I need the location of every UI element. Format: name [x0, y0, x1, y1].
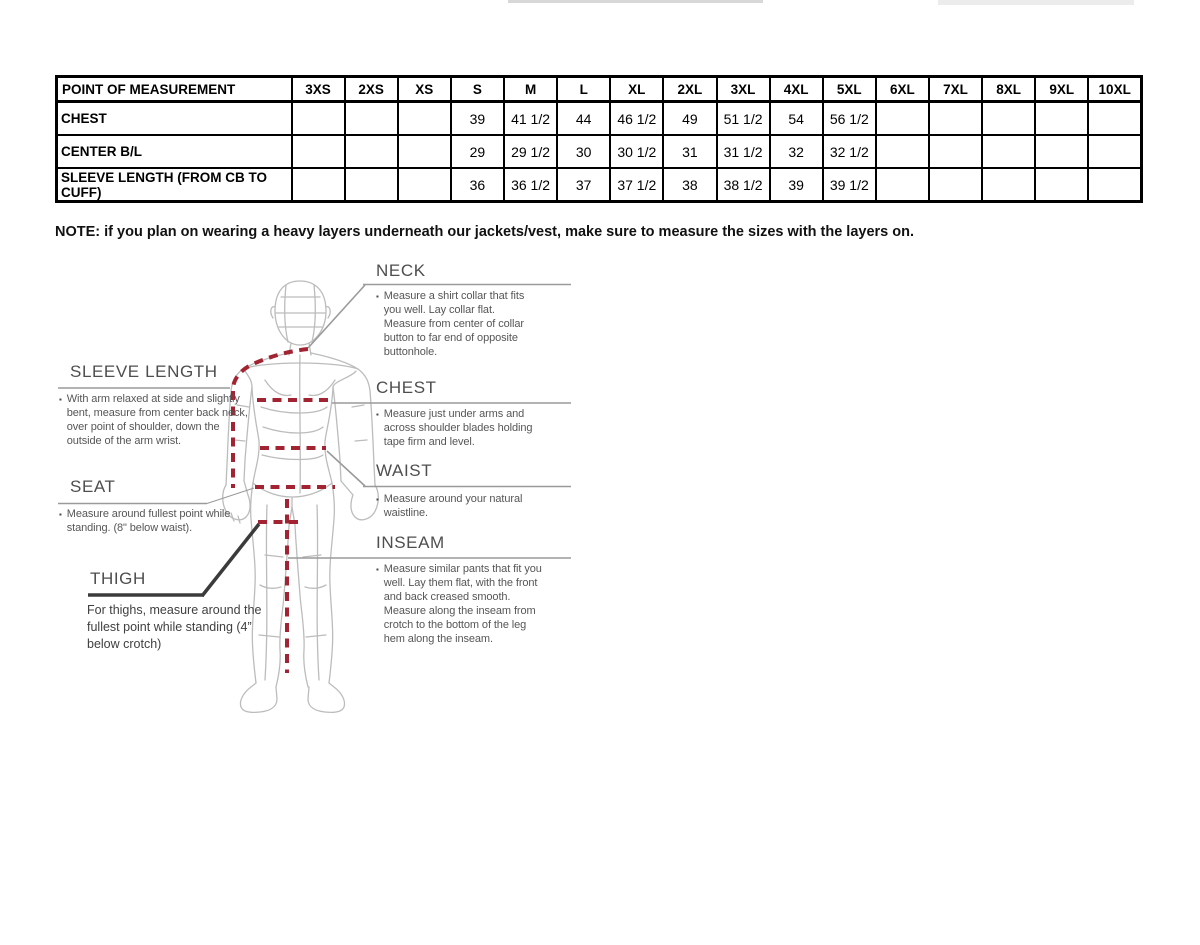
- cropped-title-fragment: [508, 0, 763, 3]
- col-header-3xl: 3XL: [717, 77, 770, 102]
- size-cell: [982, 168, 1035, 202]
- sleeve-length-instructions: [59, 392, 251, 448]
- row-label: CHEST: [57, 102, 292, 136]
- size-cell: 54: [770, 102, 823, 136]
- col-header-9xl: 9XL: [1035, 77, 1088, 102]
- col-header-8xl: 8XL: [982, 77, 1035, 102]
- size-cell: [1035, 135, 1088, 168]
- cropped-title-fragment: [938, 0, 1134, 5]
- col-header-l: L: [557, 77, 610, 102]
- col-header-7xl: 7XL: [929, 77, 982, 102]
- neck-heading: NECK: [376, 261, 426, 280]
- size-cell: 32 1/2: [823, 135, 876, 168]
- size-cell: 46 1/2: [610, 102, 663, 136]
- col-header-xl: XL: [610, 77, 663, 102]
- layers-note: NOTE: if you plan on wearing a heavy layers underneath our jackets/vest, make sure to measure the sizes with the layers on.: [55, 224, 915, 240]
- chest-heading: CHEST: [376, 378, 437, 397]
- sleeve-length-instructions-text: With arm relaxed at side and slightly bent, measure from center back neck, over point of shoulder, down the outside of the arm wrist.: [66, 393, 248, 448]
- row-label: CENTER B/L: [57, 135, 292, 168]
- col-header-s: S: [451, 77, 504, 102]
- bullet-icon: ▪: [376, 495, 379, 504]
- size-cell: 30 1/2: [610, 135, 663, 168]
- size-cell: 31 1/2: [717, 135, 770, 168]
- size-cell: 30: [557, 135, 610, 168]
- waist-instructions-text: Measure around your natural waistline.: [383, 493, 523, 520]
- size-cell: [398, 135, 451, 168]
- col-header-2xs: 2XS: [345, 77, 398, 102]
- seat-leader-line: [207, 488, 254, 504]
- inseam-instructions-text: Measure similar pants that fit you well. Lay them flat, with the front and back creased smooth. Measure along the inseam from crotch to the bottom of the leg hem along the inseam.: [383, 563, 542, 646]
- size-cell: 36 1/2: [504, 168, 557, 202]
- neck-instructions-text: Measure a shirt collar that fits you well. Lay collar flat. Measure from center of collar button to far end of opposite buttonhole.: [383, 290, 525, 359]
- seat-instructions: [59, 507, 231, 535]
- thigh-instructions: For thighs, measure around the fullest point while standing (4” below crotch): [87, 603, 262, 651]
- chest-instructions-text: Measure just under arms and across shoulder blades holding tape firm and level.: [383, 408, 533, 449]
- neck-instructions: [376, 289, 538, 359]
- bullet-icon: ▪: [376, 292, 379, 301]
- size-cell: [1088, 102, 1141, 136]
- row-label: SLEEVE LENGTH (FROM CB TO CUFF): [57, 168, 292, 202]
- seat-heading: SEAT: [70, 477, 116, 496]
- table-row-center-bl: [57, 135, 1142, 168]
- size-cell: 39 1/2: [823, 168, 876, 202]
- col-header-point-of-measurement: POINT OF MEASUREMENT: [57, 77, 292, 102]
- size-cell: 39: [770, 168, 823, 202]
- size-cell: 29: [451, 135, 504, 168]
- size-cell: [345, 135, 398, 168]
- size-table: [55, 75, 1143, 203]
- size-cell: 49: [663, 102, 716, 136]
- size-cell: [1088, 168, 1141, 202]
- bullet-icon: ▪: [376, 410, 379, 419]
- size-cell: 39: [451, 102, 504, 136]
- size-cell: 44: [557, 102, 610, 136]
- bullet-icon: ▪: [59, 510, 62, 519]
- inseam-heading: INSEAM: [376, 533, 445, 552]
- size-cell: [292, 168, 345, 202]
- size-cell: [398, 168, 451, 202]
- waist-leader-line: [327, 451, 365, 486]
- size-table-header-row: [57, 77, 1142, 102]
- neck-leader-line: [308, 285, 365, 348]
- size-cell: 51 1/2: [717, 102, 770, 136]
- size-cell: 37: [557, 168, 610, 202]
- size-cell: [1088, 135, 1141, 168]
- size-cell: 37 1/2: [610, 168, 663, 202]
- size-cell: 32: [770, 135, 823, 168]
- size-cell: 31: [663, 135, 716, 168]
- size-cell: [876, 168, 929, 202]
- sleeve-length-heading: SLEEVE LENGTH: [70, 362, 218, 381]
- chest-instructions: [376, 407, 548, 449]
- measuring-guide-diagram: [55, 255, 585, 725]
- size-cell: [876, 135, 929, 168]
- size-cell: [876, 102, 929, 136]
- bullet-icon: ▪: [59, 395, 62, 404]
- size-cell: 38 1/2: [717, 168, 770, 202]
- size-cell: [1035, 168, 1088, 202]
- col-header-10xl: 10XL: [1088, 77, 1141, 102]
- col-header-m: M: [504, 77, 557, 102]
- waist-heading: WAIST: [376, 461, 433, 480]
- col-header-5xl: 5XL: [823, 77, 876, 102]
- size-cell: [982, 135, 1035, 168]
- table-row-sleeve-length: [57, 168, 1142, 202]
- col-header-4xl: 4XL: [770, 77, 823, 102]
- size-cell: 29 1/2: [504, 135, 557, 168]
- size-cell: [345, 102, 398, 136]
- col-header-xs: XS: [398, 77, 451, 102]
- size-cell: [398, 102, 451, 136]
- size-cell: 38: [663, 168, 716, 202]
- col-header-6xl: 6XL: [876, 77, 929, 102]
- size-cell: 56 1/2: [823, 102, 876, 136]
- size-cell: [929, 135, 982, 168]
- thigh-heading: THIGH: [90, 569, 146, 588]
- col-header-3xs: 3XS: [292, 77, 345, 102]
- bullet-icon: ▪: [376, 565, 379, 574]
- size-cell: 36: [451, 168, 504, 202]
- waist-instructions: [376, 492, 538, 520]
- col-header-2xl: 2XL: [663, 77, 716, 102]
- table-row-chest: [57, 102, 1142, 136]
- size-cell: [345, 168, 398, 202]
- size-cell: [929, 168, 982, 202]
- size-cell: [292, 135, 345, 168]
- size-cell: [929, 102, 982, 136]
- size-cell: [292, 102, 345, 136]
- size-cell: 41 1/2: [504, 102, 557, 136]
- inseam-instructions: [376, 562, 548, 646]
- size-cell: [1035, 102, 1088, 136]
- size-cell: [982, 102, 1035, 136]
- seat-instructions-text: Measure around fullest point while standing. (8" below waist).: [66, 508, 231, 535]
